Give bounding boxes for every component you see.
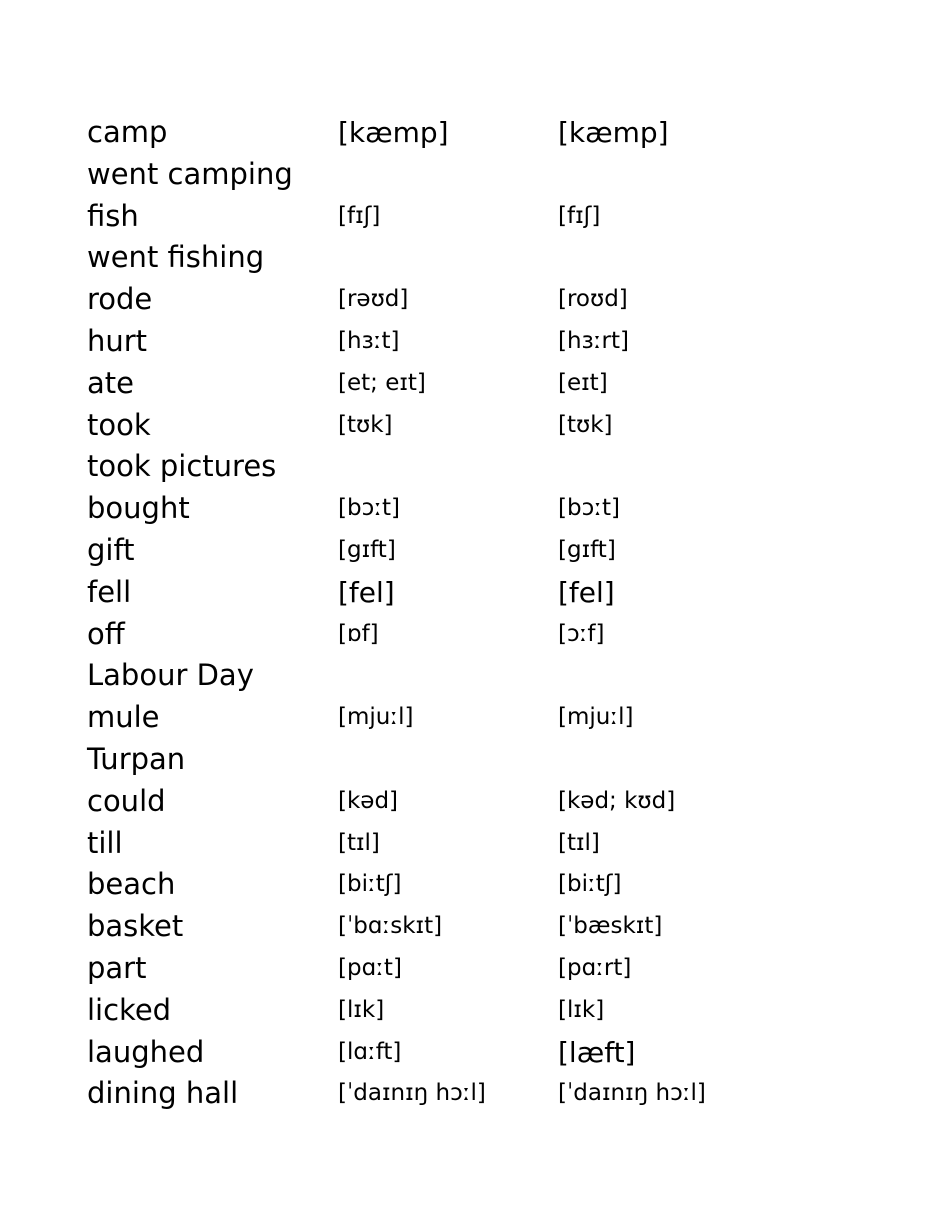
us-phonetic: [tɪl]: [558, 829, 600, 856]
us-phonetic: [bɔːt]: [558, 495, 620, 522]
uk-phonetic: [ˈdaɪnɪŋ hɔːl]: [338, 1080, 486, 1107]
vocab-word: licked: [87, 992, 172, 1027]
us-phonetic: [ˈbæskɪt]: [558, 913, 663, 940]
uk-phonetic: [mjuːl]: [338, 704, 414, 731]
vocab-word: could: [87, 783, 166, 818]
uk-phonetic: [ɒf]: [338, 620, 379, 647]
uk-phonetic: [tʊk]: [338, 411, 393, 438]
uk-phonetic: [ˈbɑːskɪt]: [338, 913, 443, 940]
vocab-row: [87, 1032, 847, 1074]
vocab-word: off: [87, 616, 125, 651]
us-phonetic: [hɜːrt]: [558, 327, 629, 354]
uk-phonetic: [pɑːt]: [338, 954, 402, 981]
vocab-word: went camping: [87, 156, 293, 191]
vocab-row: [87, 906, 847, 948]
us-phonetic: [læft]: [558, 1035, 636, 1069]
vocab-row: [87, 321, 847, 363]
vocab-row: [87, 781, 847, 823]
us-phonetic: [lɪk]: [558, 996, 605, 1023]
vocab-row: [87, 446, 847, 488]
uk-phonetic: [kæmp]: [338, 116, 449, 149]
vocab-word: rode: [87, 282, 153, 317]
vocab-row: [87, 697, 847, 739]
vocab-word: part: [87, 950, 147, 985]
vocabulary-list: [87, 112, 847, 1115]
uk-phonetic: [fɪʃ]: [338, 202, 381, 229]
uk-phonetic: [rəʊd]: [338, 286, 409, 313]
vocab-row: [87, 112, 847, 154]
vocab-word: mule: [87, 700, 160, 735]
uk-phonetic: [gɪft]: [338, 536, 396, 563]
vocab-word: fell: [87, 574, 132, 609]
vocab-word: hurt: [87, 323, 148, 358]
uk-phonetic: [biːtʃ]: [338, 871, 402, 898]
vocab-row: [87, 614, 847, 656]
us-phonetic: [ˈdaɪnɪŋ hɔːl]: [558, 1080, 706, 1107]
vocab-word: dining hall: [87, 1076, 239, 1111]
uk-phonetic: [fel]: [338, 575, 395, 609]
us-phonetic: [kəd; kʊd]: [558, 787, 676, 814]
vocab-row: [87, 823, 847, 865]
vocab-row: [87, 572, 847, 614]
us-phonetic: [fel]: [558, 575, 615, 609]
us-phonetic: [ɔːf]: [558, 620, 605, 647]
vocab-row: [87, 739, 847, 781]
vocab-word: bought: [87, 491, 190, 526]
vocab-row: [87, 363, 847, 405]
vocab-row: [87, 530, 847, 572]
vocab-word: took pictures: [87, 449, 277, 484]
us-phonetic: [biːtʃ]: [558, 871, 622, 898]
vocab-row: [87, 196, 847, 238]
uk-phonetic: [lɪk]: [338, 996, 385, 1023]
us-phonetic: [mjuːl]: [558, 704, 634, 731]
vocab-word: ate: [87, 365, 134, 400]
uk-phonetic: [tɪl]: [338, 829, 380, 856]
vocab-word: till: [87, 825, 123, 860]
vocab-word: beach: [87, 867, 176, 902]
vocab-row: [87, 990, 847, 1032]
vocab-word: laughed: [87, 1034, 205, 1069]
uk-phonetic: [bɔːt]: [338, 495, 400, 522]
us-phonetic: [fɪʃ]: [558, 202, 601, 229]
vocab-word: Labour Day: [87, 658, 254, 693]
vocab-row: [87, 154, 847, 196]
us-phonetic: [roʊd]: [558, 286, 628, 313]
vocab-row: [87, 655, 847, 697]
vocab-row: [87, 864, 847, 906]
vocab-word: fish: [87, 198, 139, 233]
uk-phonetic: [et; eɪt]: [338, 369, 426, 396]
vocab-word: took: [87, 407, 151, 442]
vocab-word: gift: [87, 532, 135, 567]
vocab-word: camp: [87, 115, 168, 149]
us-phonetic: [eɪt]: [558, 369, 608, 396]
uk-phonetic: [lɑːft]: [338, 1038, 402, 1065]
uk-phonetic: [kəd]: [338, 787, 399, 814]
vocab-row: [87, 1073, 847, 1115]
us-phonetic: [kæmp]: [558, 116, 669, 149]
vocab-row: [87, 405, 847, 447]
uk-phonetic: [hɜːt]: [338, 327, 400, 354]
vocab-word: Turpan: [87, 741, 186, 776]
vocab-row: [87, 488, 847, 530]
vocab-word: went fishing: [87, 240, 265, 275]
us-phonetic: [pɑːrt]: [558, 954, 632, 981]
us-phonetic: [tʊk]: [558, 411, 613, 438]
vocab-word: basket: [87, 909, 184, 944]
vocab-row: [87, 948, 847, 990]
vocab-row: [87, 237, 847, 279]
vocab-row: [87, 279, 847, 321]
us-phonetic: [gɪft]: [558, 536, 616, 563]
